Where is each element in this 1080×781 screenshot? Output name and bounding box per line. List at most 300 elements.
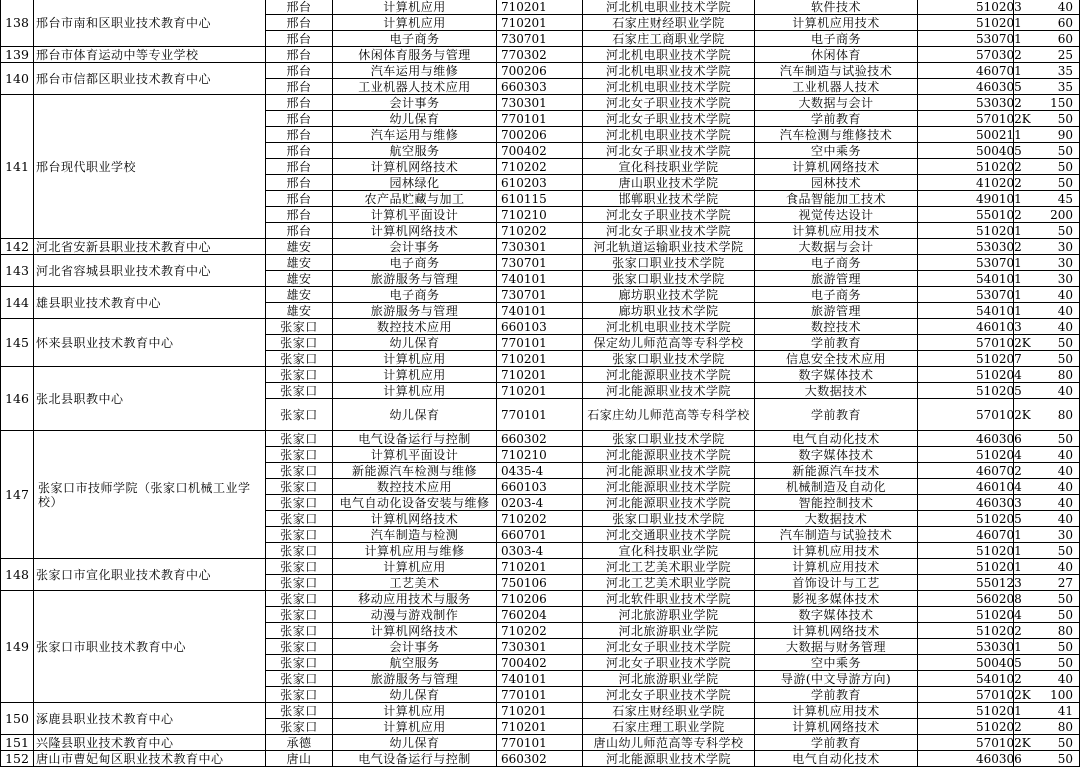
school-cell: 唐山市曹妃甸区职业技术教育中心 [34, 751, 266, 767]
college-cell: 邯郸职业技术学院 [583, 191, 755, 207]
quota-cell: 30 [1014, 271, 1080, 287]
secondary-major-cell: 计算机应用 [333, 559, 497, 575]
index-cell: 143 [1, 255, 34, 287]
college-code-cell: 510203 [918, 0, 1014, 15]
quota-cell: 40 [1014, 319, 1080, 335]
region-cell: 张家口 [266, 367, 333, 383]
college-code-cell: 530301 [918, 639, 1014, 655]
quota-cell: 50 [1014, 159, 1080, 175]
quota-cell: 80 [1014, 367, 1080, 383]
quota-cell: 80 [1014, 719, 1080, 735]
college-code-cell: 570302 [918, 47, 1014, 63]
region-cell: 张家口 [266, 559, 333, 575]
secondary-major-cell: 工业机器人技术应用 [333, 79, 497, 95]
secondary-major-cell: 计算机应用 [333, 0, 497, 15]
region-cell: 张家口 [266, 431, 333, 447]
college-cell: 河北机电职业技术学院 [583, 0, 755, 15]
college-code-cell: 460303 [918, 495, 1014, 511]
region-cell: 张家口 [266, 383, 333, 399]
region-cell: 雄安 [266, 271, 333, 287]
region-cell: 张家口 [266, 623, 333, 639]
secondary-code-cell: 710201 [497, 703, 583, 719]
college-major-cell: 新能源汽车技术 [755, 463, 918, 479]
secondary-major-cell: 移动应用技术与服务 [333, 591, 497, 607]
secondary-major-cell: 数控技术应用 [333, 319, 497, 335]
secondary-code-cell: 700402 [497, 143, 583, 159]
quota-cell: 40 [1014, 479, 1080, 495]
secondary-code-cell: 740101 [497, 671, 583, 687]
region-cell: 张家口 [266, 527, 333, 543]
secondary-code-cell: 710201 [497, 719, 583, 735]
secondary-code-cell: 710206 [497, 591, 583, 607]
college-code-cell: 460701 [918, 63, 1014, 79]
secondary-major-cell: 汽车制造与检测 [333, 527, 497, 543]
school-cell: 河北省安新县职业技术教育中心 [34, 239, 266, 255]
quota-cell: 40 [1014, 287, 1080, 303]
college-code-cell: 540101 [918, 303, 1014, 319]
secondary-major-cell: 计算机网络技术 [333, 159, 497, 175]
college-cell: 河北机电职业技术学院 [583, 319, 755, 335]
school-cell: 邢台市体育运动中等专业学校 [34, 47, 266, 63]
quota-cell: 30 [1014, 527, 1080, 543]
secondary-major-cell: 电气设备运行与控制 [333, 751, 497, 767]
college-cell: 石家庄财经职业学院 [583, 703, 755, 719]
college-code-cell: 460103 [918, 319, 1014, 335]
college-code-cell: 570102K [918, 399, 1014, 431]
college-cell: 河北女子职业技术学院 [583, 111, 755, 127]
secondary-code-cell: 700206 [497, 63, 583, 79]
secondary-code-cell: 610115 [497, 191, 583, 207]
secondary-major-cell: 航空服务 [333, 143, 497, 159]
secondary-major-cell: 电气自动化设备安装与维修 [333, 495, 497, 511]
quota-cell: 45 [1014, 191, 1080, 207]
index-cell: 138 [1, 0, 34, 47]
quota-cell: 27 [1014, 575, 1080, 591]
secondary-code-cell: 770302 [497, 47, 583, 63]
region-cell: 邢台 [266, 0, 333, 15]
region-cell: 邢台 [266, 31, 333, 47]
college-major-cell: 食品智能加工技术 [755, 191, 918, 207]
table-row [1, 735, 1080, 751]
college-code-cell: 500405 [918, 655, 1014, 671]
secondary-code-cell: 660302 [497, 751, 583, 767]
college-cell: 保定幼儿师范高等专科学校 [583, 335, 755, 351]
secondary-code-cell: 710210 [497, 207, 583, 223]
college-cell: 廊坊职业技术学院 [583, 287, 755, 303]
region-cell: 张家口 [266, 719, 333, 735]
region-cell: 张家口 [266, 447, 333, 463]
secondary-major-cell: 幼儿保育 [333, 335, 497, 351]
index-cell: 148 [1, 559, 34, 591]
college-cell: 河北旅游职业学院 [583, 623, 755, 639]
quota-cell: 40 [1014, 495, 1080, 511]
region-cell: 张家口 [266, 607, 333, 623]
college-code-cell: 510204 [918, 447, 1014, 463]
college-major-cell: 影视多媒体技术 [755, 591, 918, 607]
quota-cell: 30 [1014, 239, 1080, 255]
region-cell: 雄安 [266, 239, 333, 255]
quota-cell: 50 [1014, 143, 1080, 159]
quota-cell: 50 [1014, 735, 1080, 751]
region-cell: 张家口 [266, 543, 333, 559]
region-cell: 张家口 [266, 575, 333, 591]
secondary-major-cell: 园林绿化 [333, 175, 497, 191]
college-cell: 河北能源职业技术学院 [583, 383, 755, 399]
quota-cell: 50 [1014, 591, 1080, 607]
college-major-cell: 学前教育 [755, 111, 918, 127]
region-cell: 张家口 [266, 639, 333, 655]
quota-cell: 40 [1014, 447, 1080, 463]
quota-cell: 50 [1014, 431, 1080, 447]
table-row [1, 63, 1080, 79]
table-row [1, 319, 1080, 335]
secondary-major-cell: 新能源汽车检测与维修 [333, 463, 497, 479]
secondary-major-cell: 休闲体育服务与管理 [333, 47, 497, 63]
secondary-major-cell: 会计事务 [333, 95, 497, 111]
school-cell: 邢台市信都区职业技术教育中心 [34, 63, 266, 95]
table-row [1, 591, 1080, 607]
secondary-code-cell: 710201 [497, 351, 583, 367]
region-cell: 邢台 [266, 207, 333, 223]
college-cell: 廊坊职业技术学院 [583, 303, 755, 319]
quota-cell: 50 [1014, 751, 1080, 767]
school-cell: 邢台现代职业学校 [34, 95, 266, 239]
table-row [1, 367, 1080, 383]
college-major-cell: 旅游管理 [755, 271, 918, 287]
college-major-cell: 数字媒体技术 [755, 607, 918, 623]
secondary-code-cell: 0435-4 [497, 463, 583, 479]
college-major-cell: 园林技术 [755, 175, 918, 191]
school-cell: 雄县职业技术教育中心 [34, 287, 266, 319]
secondary-major-cell: 数控技术应用 [333, 479, 497, 495]
college-major-cell: 旅游管理 [755, 303, 918, 319]
college-major-cell: 信息安全技术应用 [755, 351, 918, 367]
college-major-cell: 计算机应用技术 [755, 223, 918, 239]
college-major-cell: 计算机应用技术 [755, 703, 918, 719]
region-cell: 邢台 [266, 79, 333, 95]
secondary-major-cell: 计算机应用 [333, 351, 497, 367]
college-cell: 河北女子职业技术学院 [583, 655, 755, 671]
college-major-cell: 电子商务 [755, 287, 918, 303]
secondary-major-cell: 旅游服务与管理 [333, 303, 497, 319]
secondary-major-cell: 旅游服务与管理 [333, 271, 497, 287]
college-code-cell: 530701 [918, 255, 1014, 271]
college-cell: 河北能源职业技术学院 [583, 495, 755, 511]
region-cell: 张家口 [266, 479, 333, 495]
school-cell: 河北省容城县职业技术教育中心 [34, 255, 266, 287]
region-cell: 邢台 [266, 191, 333, 207]
quota-cell: 40 [1014, 463, 1080, 479]
college-code-cell: 460306 [918, 751, 1014, 767]
secondary-major-cell: 计算机平面设计 [333, 447, 497, 463]
college-code-cell: 510205 [918, 383, 1014, 399]
college-code-cell: 530302 [918, 95, 1014, 111]
college-major-cell: 学前教育 [755, 687, 918, 703]
secondary-code-cell: 0203-4 [497, 495, 583, 511]
index-cell: 139 [1, 47, 34, 63]
secondary-major-cell: 计算机应用 [333, 15, 497, 31]
region-cell: 邢台 [266, 47, 333, 63]
college-code-cell: 510204 [918, 367, 1014, 383]
college-major-cell: 数字媒体技术 [755, 447, 918, 463]
secondary-major-cell: 旅游服务与管理 [333, 671, 497, 687]
college-major-cell: 计算机网络技术 [755, 623, 918, 639]
college-major-cell: 计算机应用技术 [755, 559, 918, 575]
college-code-cell: 490101 [918, 191, 1014, 207]
secondary-code-cell: 730301 [497, 639, 583, 655]
college-cell: 宣化科技职业学院 [583, 543, 755, 559]
region-cell: 邢台 [266, 15, 333, 31]
college-cell: 河北女子职业技术学院 [583, 223, 755, 239]
college-code-cell: 540101 [918, 271, 1014, 287]
secondary-major-cell: 计算机应用 [333, 703, 497, 719]
region-cell: 邢台 [266, 111, 333, 127]
quota-cell: 50 [1014, 175, 1080, 191]
region-cell: 雄安 [266, 287, 333, 303]
college-code-cell: 570102K [918, 687, 1014, 703]
college-major-cell: 首饰设计与工艺 [755, 575, 918, 591]
region-cell: 张家口 [266, 671, 333, 687]
college-cell: 河北女子职业技术学院 [583, 143, 755, 159]
school-cell: 怀来县职业技术教育中心 [34, 319, 266, 367]
secondary-code-cell: 770101 [497, 335, 583, 351]
college-major-cell: 大数据技术 [755, 383, 918, 399]
region-cell: 张家口 [266, 591, 333, 607]
secondary-major-cell: 电气设备运行与控制 [333, 431, 497, 447]
quota-cell: 50 [1014, 655, 1080, 671]
college-code-cell: 500405 [918, 143, 1014, 159]
college-code-cell: 550123 [918, 575, 1014, 591]
secondary-code-cell: 740101 [497, 303, 583, 319]
secondary-major-cell: 计算机应用与维修 [333, 543, 497, 559]
quota-cell: 150 [1014, 95, 1080, 111]
secondary-code-cell: 770101 [497, 687, 583, 703]
quota-cell: 41 [1014, 703, 1080, 719]
secondary-code-cell: 660701 [497, 527, 583, 543]
college-code-cell: 550102 [918, 207, 1014, 223]
secondary-major-cell: 电子商务 [333, 287, 497, 303]
secondary-major-cell: 汽车运用与维修 [333, 127, 497, 143]
index-cell: 149 [1, 591, 34, 703]
college-major-cell: 计算机网络技术 [755, 159, 918, 175]
table-row [1, 95, 1080, 111]
college-major-cell: 学前教育 [755, 399, 918, 431]
region-cell: 邢台 [266, 95, 333, 111]
secondary-code-cell: 730301 [497, 239, 583, 255]
college-major-cell: 学前教育 [755, 335, 918, 351]
college-cell: 河北女子职业技术学院 [583, 95, 755, 111]
college-cell: 河北轨道运输职业技术学院 [583, 239, 755, 255]
table-row [1, 0, 1080, 15]
college-code-cell: 460702 [918, 463, 1014, 479]
college-cell: 张家口职业技术学院 [583, 255, 755, 271]
college-cell: 宣化科技职业学院 [583, 159, 755, 175]
college-cell: 石家庄幼儿师范高等专科学校 [583, 399, 755, 431]
college-code-cell: 570102K [918, 735, 1014, 751]
secondary-major-cell: 工艺美术 [333, 575, 497, 591]
table-row [1, 431, 1080, 447]
college-cell: 河北机电职业技术学院 [583, 63, 755, 79]
secondary-code-cell: 660103 [497, 319, 583, 335]
college-major-cell: 电气自动化技术 [755, 751, 918, 767]
school-cell: 张北县职教中心 [34, 367, 266, 431]
quota-cell: 40 [1014, 559, 1080, 575]
college-cell: 河北机电职业技术学院 [583, 79, 755, 95]
college-cell: 河北工艺美术职业学院 [583, 575, 755, 591]
secondary-code-cell: 710202 [497, 159, 583, 175]
secondary-major-cell: 计算机网络技术 [333, 623, 497, 639]
school-cell: 邢台市南和区职业技术教育中心 [34, 0, 266, 47]
secondary-code-cell: 610203 [497, 175, 583, 191]
secondary-code-cell: 710210 [497, 447, 583, 463]
college-code-cell: 540102 [918, 671, 1014, 687]
region-cell: 邢台 [266, 63, 333, 79]
region-cell: 张家口 [266, 335, 333, 351]
college-major-cell: 电子商务 [755, 31, 918, 47]
college-cell: 石家庄工商职业学院 [583, 31, 755, 47]
secondary-code-cell: 660302 [497, 431, 583, 447]
college-major-cell: 大数据与会计 [755, 95, 918, 111]
index-cell: 152 [1, 751, 34, 767]
quota-cell: 50 [1014, 639, 1080, 655]
school-cell: 张家口市职业技术教育中心 [34, 591, 266, 703]
secondary-major-cell: 计算机应用 [333, 367, 497, 383]
secondary-code-cell: 730301 [497, 95, 583, 111]
college-major-cell: 休闲体育 [755, 47, 918, 63]
secondary-code-cell: 710202 [497, 223, 583, 239]
quota-cell: 50 [1014, 111, 1080, 127]
secondary-major-cell: 幼儿保育 [333, 399, 497, 431]
secondary-major-cell: 电子商务 [333, 255, 497, 271]
quota-cell: 50 [1014, 607, 1080, 623]
college-major-cell: 计算机应用技术 [755, 543, 918, 559]
quota-cell: 35 [1014, 63, 1080, 79]
quota-cell: 40 [1014, 303, 1080, 319]
college-cell: 张家口职业技术学院 [583, 511, 755, 527]
region-cell: 邢台 [266, 223, 333, 239]
school-cell: 涿鹿县职业技术教育中心 [34, 703, 266, 735]
secondary-major-cell: 幼儿保育 [333, 687, 497, 703]
college-code-cell: 530701 [918, 31, 1014, 47]
college-cell: 河北机电职业技术学院 [583, 47, 755, 63]
secondary-code-cell: 700402 [497, 655, 583, 671]
secondary-major-cell: 计算机网络技术 [333, 511, 497, 527]
college-major-cell: 大数据与会计 [755, 239, 918, 255]
college-cell: 河北机电职业技术学院 [583, 127, 755, 143]
school-cell: 兴隆县职业技术教育中心 [34, 735, 266, 751]
region-cell: 张家口 [266, 511, 333, 527]
table-row [1, 751, 1080, 767]
college-code-cell: 560208 [918, 591, 1014, 607]
secondary-code-cell: 750106 [497, 575, 583, 591]
college-code-cell: 510201 [918, 15, 1014, 31]
secondary-major-cell: 计算机平面设计 [333, 207, 497, 223]
secondary-code-cell: 730701 [497, 287, 583, 303]
region-cell: 承德 [266, 735, 333, 751]
college-major-cell: 电气自动化技术 [755, 431, 918, 447]
college-code-cell: 510201 [918, 543, 1014, 559]
secondary-code-cell: 760204 [497, 607, 583, 623]
secondary-code-cell: 770101 [497, 399, 583, 431]
college-cell: 石家庄财经职业学院 [583, 15, 755, 31]
secondary-code-cell: 770101 [497, 111, 583, 127]
college-code-cell: 510202 [918, 623, 1014, 639]
college-major-cell: 汽车制造与试验技术 [755, 527, 918, 543]
quota-cell: 40 [1014, 383, 1080, 399]
secondary-code-cell: 740101 [497, 271, 583, 287]
college-cell: 河北女子职业技术学院 [583, 207, 755, 223]
region-cell: 张家口 [266, 319, 333, 335]
quota-cell: 40 [1014, 511, 1080, 527]
college-major-cell: 学前教育 [755, 735, 918, 751]
secondary-major-cell: 幼儿保育 [333, 111, 497, 127]
region-cell: 张家口 [266, 495, 333, 511]
college-code-cell: 510202 [918, 719, 1014, 735]
quota-cell: 90 [1014, 127, 1080, 143]
college-cell: 河北能源职业技术学院 [583, 751, 755, 767]
secondary-code-cell: 730701 [497, 255, 583, 271]
secondary-code-cell: 700206 [497, 127, 583, 143]
college-cell: 河北能源职业技术学院 [583, 463, 755, 479]
college-code-cell: 570102K [918, 111, 1014, 127]
college-code-cell: 510205 [918, 511, 1014, 527]
region-cell: 张家口 [266, 655, 333, 671]
index-cell: 144 [1, 287, 34, 319]
secondary-major-cell: 计算机应用 [333, 383, 497, 399]
college-cell: 河北女子职业技术学院 [583, 639, 755, 655]
secondary-code-cell: 710201 [497, 559, 583, 575]
secondary-major-cell: 动漫与游戏制作 [333, 607, 497, 623]
secondary-code-cell: 710202 [497, 623, 583, 639]
region-cell: 张家口 [266, 351, 333, 367]
college-cell: 石家庄理工职业学院 [583, 719, 755, 735]
secondary-major-cell: 电子商务 [333, 31, 497, 47]
index-cell: 146 [1, 367, 34, 431]
secondary-major-cell: 计算机应用 [333, 719, 497, 735]
secondary-code-cell: 710201 [497, 0, 583, 15]
college-major-cell: 大数据与财务管理 [755, 639, 918, 655]
college-code-cell: 500211 [918, 127, 1014, 143]
college-cell: 河北能源职业技术学院 [583, 447, 755, 463]
secondary-code-cell: 710201 [497, 383, 583, 399]
college-major-cell: 计算机应用技术 [755, 15, 918, 31]
college-cell: 唐山幼儿师范高等专科学校 [583, 735, 755, 751]
school-cell: 张家口市技师学院（张家口机械工业学校） [34, 431, 266, 559]
quota-cell: 40 [1014, 0, 1080, 15]
secondary-major-cell: 计算机网络技术 [333, 223, 497, 239]
quota-cell: 40 [1014, 671, 1080, 687]
secondary-code-cell: 660303 [497, 79, 583, 95]
index-cell: 147 [1, 431, 34, 559]
quota-cell: 50 [1014, 335, 1080, 351]
index-cell: 145 [1, 319, 34, 367]
table-body [1, 0, 1080, 767]
college-major-cell: 数控技术 [755, 319, 918, 335]
college-major-cell: 空中乘务 [755, 143, 918, 159]
table-row [1, 287, 1080, 303]
college-major-cell: 智能控制技术 [755, 495, 918, 511]
quota-cell: 200 [1014, 207, 1080, 223]
table-row [1, 559, 1080, 575]
secondary-major-cell: 会计事务 [333, 239, 497, 255]
college-code-cell: 570102K [918, 335, 1014, 351]
college-code-cell: 510207 [918, 351, 1014, 367]
region-cell: 邢台 [266, 143, 333, 159]
college-code-cell: 510201 [918, 223, 1014, 239]
college-major-cell: 电子商务 [755, 255, 918, 271]
college-major-cell: 工业机器人技术 [755, 79, 918, 95]
table-row [1, 239, 1080, 255]
